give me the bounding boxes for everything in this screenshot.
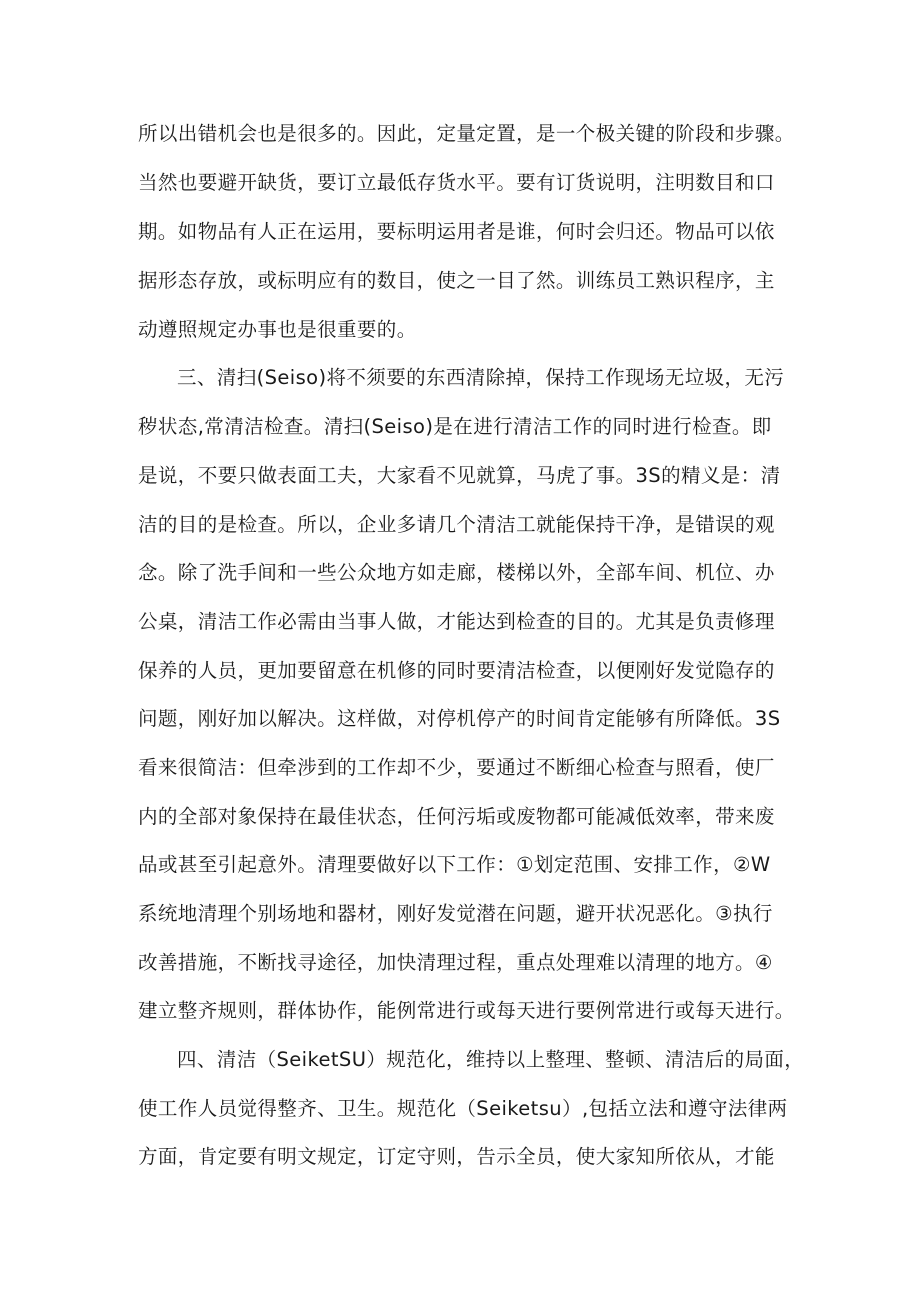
paragraph-line: 系统地清理个别场地和器材，刚好发觉潜在问题，避开状况恶化。③执行: [138, 902, 773, 925]
paragraph-line: 当然也要避开缺货，要订立最低存货水平。要有订货说明，注明数目和口: [138, 171, 775, 194]
paragraph-line: 期。如物品有人正在运用，要标明运用者是谁，何时会归还。物品可以依: [138, 220, 775, 243]
paragraph-line: 改善措施，不断找寻途径，加快清理过程，重点处理难以清理的地方。④: [138, 951, 773, 974]
paragraph-line: 动遵照规定办事也是很重要的。: [138, 318, 417, 341]
paragraph-line: 是说，不要只做表面工夫，大家看不见就算，马虎了事。3S的精义是：清: [138, 464, 781, 487]
paragraph-line: 洁的目的是检查。所以，企业多请几个清洁工就能保持干净，是错误的观: [138, 513, 775, 536]
paragraph-line: 方面，肯定要有明文规定，订定守则，告示全员，使大家知所依从，才能: [138, 1145, 775, 1168]
paragraph-line: 四、清洁（SeiketSU）规范化，维持以上整理、整顿、清洁后的局面，: [177, 1048, 805, 1071]
paragraph-line: 内的全部对象保持在最佳状态，任何污垢或废物都可能减低效率，带来废: [138, 805, 775, 828]
paragraph-line: 问题，刚好加以解决。这样做，对停机停产的时间肯定能够有所降低。3S: [138, 707, 781, 730]
paragraph-line: 公桌，清洁工作必需由当事人做，才能达到检查的目的。尤其是负责修理: [138, 610, 775, 633]
paragraph-line: 品或甚至引起意外。清理要做好以下工作：①划定范围、安排工作，②W: [138, 853, 771, 876]
paragraph-line: 建立整齐规则，群体协作，能例常进行或每天进行要例常进行或每天进行。: [138, 999, 795, 1022]
paragraph-line: 保养的人员，更加要留意在机修的同时要清洁检查，以便刚好发觉隐存的: [138, 659, 775, 682]
paragraph-line: 三、清扫(Seiso)将不须要的东西清除掉，保持工作现场无垃圾，无污: [177, 366, 785, 389]
paragraph-line: 念。除了洗手间和一些公众地方如走廊，楼梯以外，全部车间、机位、办: [138, 561, 775, 584]
paragraph-line: 据形态存放，或标明应有的数目，使之一目了然。训练员工熟识程序，主: [138, 269, 775, 292]
paragraph-line: 所以出错机会也是很多的。因此，定量定置，是一个极关键的阶段和步骤。: [138, 122, 795, 145]
paragraph-line: 秽状态,常清洁检查。清扫(Seiso)是在进行清洁工作的同时进行检查。即: [138, 415, 772, 438]
paragraph-line: 看来很简洁：但牵涉到的工作却不少，要通过不断细心检查与照看，使厂: [138, 756, 775, 779]
paragraph-line: 使工作人员觉得整齐、卫生。规范化（Seiketsu）,包括立法和遵守法律两: [138, 1097, 788, 1120]
